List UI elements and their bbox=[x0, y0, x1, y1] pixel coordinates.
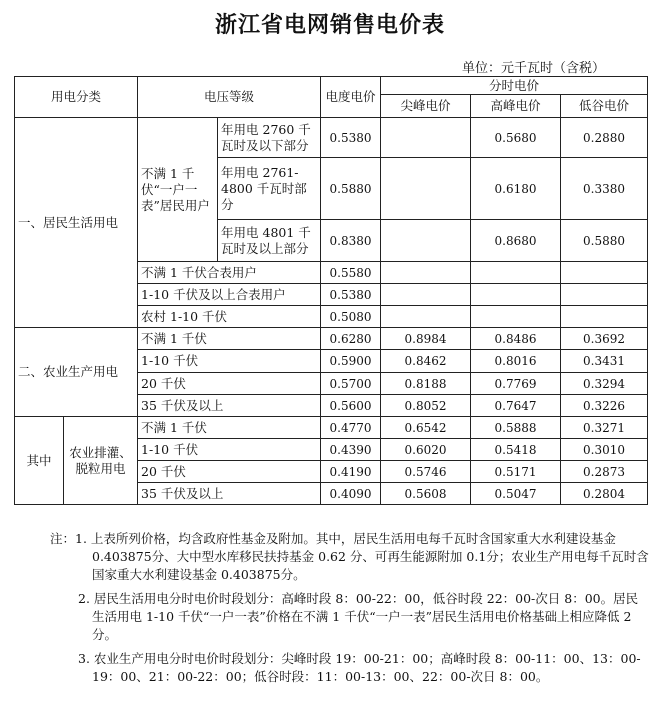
low-cell: 0.3431 bbox=[561, 350, 648, 373]
price-cell: 0.5700 bbox=[321, 373, 381, 395]
section-agricultural: 二、农业生产用电 bbox=[15, 328, 138, 417]
high-cell: 0.7647 bbox=[471, 395, 561, 417]
row-label: 35 千伏及以上 bbox=[138, 395, 321, 417]
low-cell: 0.3226 bbox=[561, 395, 648, 417]
high-cell: 0.8016 bbox=[471, 350, 561, 373]
high-cell: 0.5418 bbox=[471, 439, 561, 461]
high-cell: 0.8680 bbox=[471, 220, 561, 262]
low-cell: 0.5880 bbox=[561, 220, 648, 262]
header-category: 用电分类 bbox=[15, 77, 138, 118]
peak-cell: 0.5608 bbox=[381, 483, 471, 505]
one-meter-label: 不满 1 千伏“一户一表”居民用户 bbox=[138, 118, 218, 262]
row-label: 不满 1 千伏 bbox=[138, 328, 321, 350]
peak-cell: 0.6020 bbox=[381, 439, 471, 461]
price-cell: 0.4390 bbox=[321, 439, 381, 461]
notes bbox=[50, 530, 650, 692]
low-cell: 0.2880 bbox=[561, 118, 648, 158]
note-1: 注：1. 上表所列价格，均含政府性基金及附加。其中，居民生活用电每千瓦时含国家重大水利建设基金 0.403875分、大中型水库移民扶持基金 0.62 分、可再生能源附加 0.1分；农业生产用电每千瓦时含国家重大水利建设基金 0.403875分。 bbox=[50, 531, 649, 582]
row-label: 35 千伏及以上 bbox=[138, 483, 321, 505]
section-irrigation: 农业排灌、脱粒用电 bbox=[64, 417, 138, 505]
peak-cell: 0.8984 bbox=[381, 328, 471, 350]
row-label: 20 千伏 bbox=[138, 461, 321, 483]
high-cell: 0.5171 bbox=[471, 461, 561, 483]
price-cell: 0.5080 bbox=[321, 306, 381, 328]
header-price: 电度电价 bbox=[321, 77, 381, 118]
price-cell: 0.5880 bbox=[321, 158, 381, 220]
price-cell: 0.5580 bbox=[321, 262, 381, 284]
header-peak: 尖峰电价 bbox=[381, 95, 471, 118]
row-label: 1-10 千伏 bbox=[138, 439, 321, 461]
row-label: 农村 1-10 千伏 bbox=[138, 306, 321, 328]
high-cell: 0.8486 bbox=[471, 328, 561, 350]
high-cell: 0.5680 bbox=[471, 118, 561, 158]
tariff-table bbox=[14, 76, 648, 505]
row-label: 1-10 千伏 bbox=[138, 350, 321, 373]
peak-cell: 0.8462 bbox=[381, 350, 471, 373]
low-cell: 0.3010 bbox=[561, 439, 648, 461]
peak-cell bbox=[381, 220, 471, 262]
price-cell: 0.5380 bbox=[321, 284, 381, 306]
price-cell: 0.5380 bbox=[321, 118, 381, 158]
price-cell: 0.6280 bbox=[321, 328, 381, 350]
low-cell: 0.3271 bbox=[561, 417, 648, 439]
section-residential: 一、居民生活用电 bbox=[15, 118, 138, 328]
unit-label: 单位：元千瓦时（含税） bbox=[461, 61, 605, 76]
peak-cell bbox=[381, 118, 471, 158]
page-title: 浙江省电网销售电价表 bbox=[214, 12, 445, 38]
row-label: 不满 1 千伏 bbox=[138, 417, 321, 439]
price-cell: 0.5900 bbox=[321, 350, 381, 373]
note-2: 2. 居民生活用电分时电价时段划分：高峰时段 8：00-22：00，低谷时段 22：00-次日 8：00。居民生活用电 1-10 千伏“一户一表”价格在不满 1 千伏“一户一表”居民生活用电价格基础上相应降低 2分。 bbox=[78, 591, 639, 642]
high-cell: 0.5888 bbox=[471, 417, 561, 439]
row-label: 不满 1 千伏合表用户 bbox=[138, 262, 321, 284]
peak-cell bbox=[381, 158, 471, 220]
row-label: 1-10 千伏及以上合表用户 bbox=[138, 284, 321, 306]
peak-cell: 0.6542 bbox=[381, 417, 471, 439]
high-cell: 0.6180 bbox=[471, 158, 561, 220]
low-cell: 0.3380 bbox=[561, 158, 648, 220]
note-3: 3. 农业生产用电分时电价时段划分：尖峰时段 19：00-21：00；高峰时段 8：00-11：00、13：00-19：00、21：00-22：00；低谷时段：11：00-13：00、22：00-次日 8：00。 bbox=[78, 651, 641, 684]
price-cell: 0.4090 bbox=[321, 483, 381, 505]
tier-label: 年用电 4801 千瓦时及以上部分 bbox=[218, 220, 321, 262]
peak-cell: 0.8188 bbox=[381, 373, 471, 395]
low-cell: 0.2804 bbox=[561, 483, 648, 505]
peak-cell: 0.8052 bbox=[381, 395, 471, 417]
price-cell: 0.4190 bbox=[321, 461, 381, 483]
high-cell: 0.7769 bbox=[471, 373, 561, 395]
header-tou: 分时电价 bbox=[381, 77, 648, 95]
tier-label: 年用电 2761-4800 千瓦时部分 bbox=[218, 158, 321, 220]
tier-label: 年用电 2760 千瓦时及以下部分 bbox=[218, 118, 321, 158]
price-cell: 0.4770 bbox=[321, 417, 381, 439]
header-voltage: 电压等级 bbox=[138, 77, 321, 118]
table-row bbox=[15, 118, 648, 158]
table-row bbox=[15, 417, 648, 439]
header-high: 高峰电价 bbox=[471, 95, 561, 118]
section-qizhong: 其中 bbox=[15, 417, 64, 505]
low-cell: 0.3294 bbox=[561, 373, 648, 395]
table-row bbox=[15, 328, 648, 350]
low-cell: 0.3692 bbox=[561, 328, 648, 350]
low-cell: 0.2873 bbox=[561, 461, 648, 483]
header-low: 低谷电价 bbox=[561, 95, 648, 118]
price-cell: 0.5600 bbox=[321, 395, 381, 417]
high-cell: 0.5047 bbox=[471, 483, 561, 505]
row-label: 20 千伏 bbox=[138, 373, 321, 395]
peak-cell: 0.5746 bbox=[381, 461, 471, 483]
price-cell: 0.8380 bbox=[321, 220, 381, 262]
